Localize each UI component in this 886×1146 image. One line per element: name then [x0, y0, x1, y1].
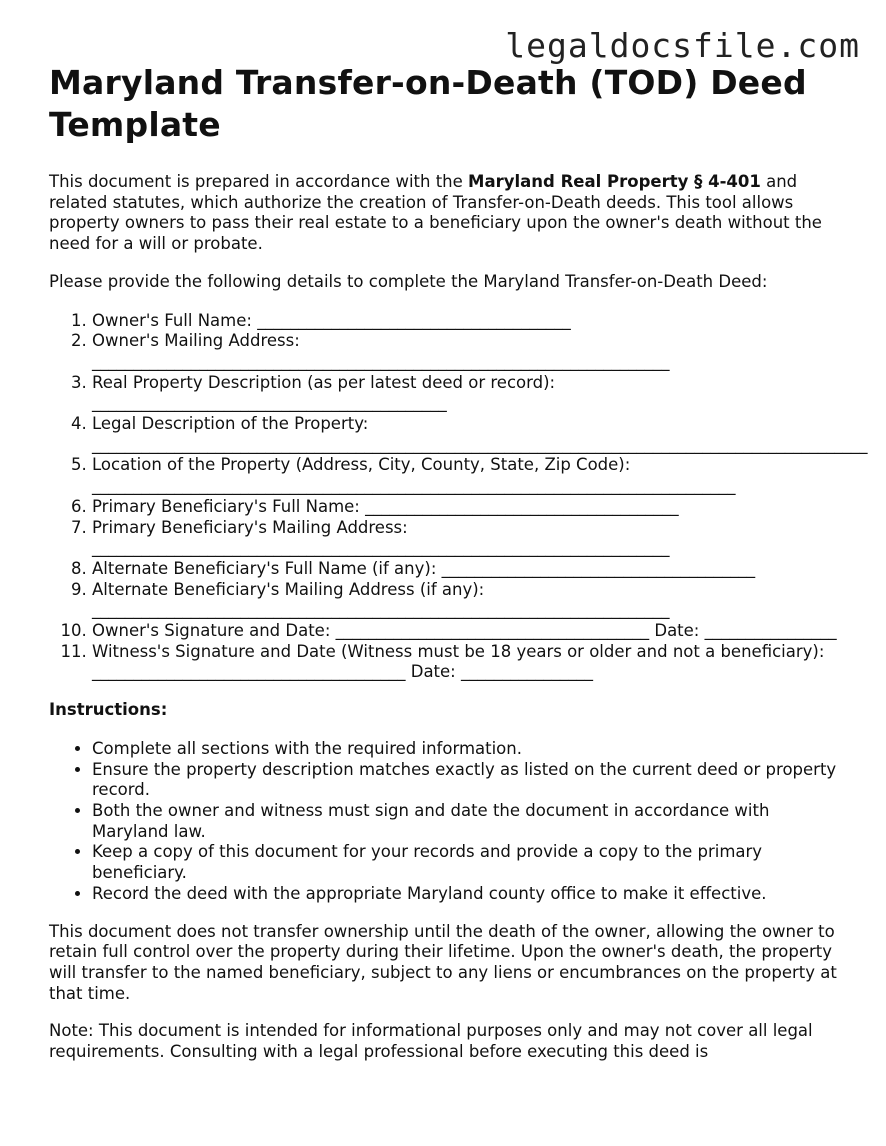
date-label: Date: — [405, 662, 461, 682]
field-label: Location of the Property (Address, City, County, State, Zip Code): — [92, 455, 631, 475]
blank-line[interactable]: ______________________________________ — [441, 558, 756, 578]
field-label: Real Property Description (as per latest deed or record): — [92, 372, 556, 392]
field-primary-beneficiary-name — [92, 497, 849, 518]
field-label: Owner's Signature and Date: — [92, 621, 336, 641]
field-witness-signature — [92, 642, 849, 683]
field-label: Alternate Beneficiary's Full Name (if any): — [92, 558, 442, 578]
statute-reference: Maryland Real Property § 4-401 — [468, 172, 761, 191]
date-blank[interactable]: ________________ — [461, 662, 593, 682]
field-label: Owner's Full Name: — [92, 310, 258, 330]
intro-text-before: This document is prepared in accordance with the — [49, 172, 469, 191]
field-alternate-beneficiary-name — [92, 559, 849, 580]
blank-line[interactable]: ______________________________________________________________________ — [92, 538, 670, 558]
field-owner-name — [92, 311, 849, 332]
field-property-location — [92, 455, 849, 496]
instructions-list — [49, 739, 849, 905]
blank-line[interactable]: ______________________________________________________________________ — [92, 351, 670, 371]
instruction-item: • Complete all sections with the required information. — [92, 739, 849, 760]
field-owner-address — [92, 331, 849, 372]
site-watermark: legaldocsfile.com — [505, 26, 860, 65]
instruction-item: • Both the owner and witness must sign and date the document in accordance with Maryland law. — [92, 801, 849, 842]
signature-blank[interactable]: ______________________________________ — [335, 621, 650, 641]
note-paragraph: Note: This document is intended for informational purposes only and may not cover all legal requirements. Consulting with a legal professional before executing this deed is — [49, 1021, 813, 1062]
field-label: Legal Description of the Property: — [92, 414, 369, 434]
blank-line[interactable]: ______________________________________ — [257, 310, 571, 330]
instruction-item: • Keep a copy of this document for your records and provide a copy to the primary beneficiary. — [92, 842, 849, 883]
field-owner-signature — [92, 621, 849, 642]
instruction-item: • Record the deed with the appropriate Maryland county office to make it effective. — [92, 884, 849, 905]
blank-line[interactable]: ______________________________________________________________________ — [92, 600, 670, 620]
field-label: Primary Beneficiary's Mailing Address: — [92, 517, 408, 537]
fields-prompt: Please provide the following details to complete the Maryland Transfer-on-Death Deed: — [49, 271, 768, 291]
deed-fields-list — [49, 310, 868, 684]
intro-text-after: and related statutes, which authorize the creation of Transfer-on-Death deeds. This tool allows property owners to pass their real estate to a beneficiary upon the owner's death without the need for a will or probate. — [49, 172, 822, 254]
closing-paragraph: This document does not transfer ownership until the death of the owner, allowing the owner to retain full control over the property during their lifetime. Upon the owner's death, the property will transfer to the named beneficiary, subject to any liens or encumbrances on the property at that time. — [49, 921, 837, 1003]
field-label: Witness's Signature and Date (Witness must be 18 years or older and not a beneficiary): — [92, 641, 825, 661]
field-property-description — [92, 373, 849, 414]
document-body — [49, 62, 868, 1063]
instructions-heading: Instructions: — [49, 700, 168, 720]
blank-line[interactable]: ______________________________________________________________________________ — [92, 476, 736, 496]
blank-line[interactable]: ___________________________________________ — [92, 393, 447, 413]
blank-line[interactable]: ______________________________________ — [365, 496, 679, 516]
date-label: Date: — [649, 621, 705, 641]
intro-paragraph — [49, 172, 849, 255]
page-title: Maryland Transfer-on-Death (TOD) Deed Template — [49, 63, 807, 144]
field-label: Owner's Mailing Address: — [92, 331, 300, 351]
field-label: Primary Beneficiary's Full Name: — [92, 496, 366, 516]
date-blank[interactable]: ________________ — [704, 621, 837, 641]
signature-blank[interactable]: ______________________________________ — [92, 662, 406, 682]
field-alternate-beneficiary-address — [92, 580, 849, 621]
field-primary-beneficiary-address — [92, 518, 849, 559]
field-label: Alternate Beneficiary's Mailing Address (if any): — [92, 579, 485, 599]
field-legal-description — [92, 414, 868, 455]
instruction-item: • Ensure the property description matches exactly as listed on the current deed or property record. — [92, 760, 849, 801]
blank-line[interactable]: ______________________________________________________________________________________________ — [92, 434, 868, 454]
